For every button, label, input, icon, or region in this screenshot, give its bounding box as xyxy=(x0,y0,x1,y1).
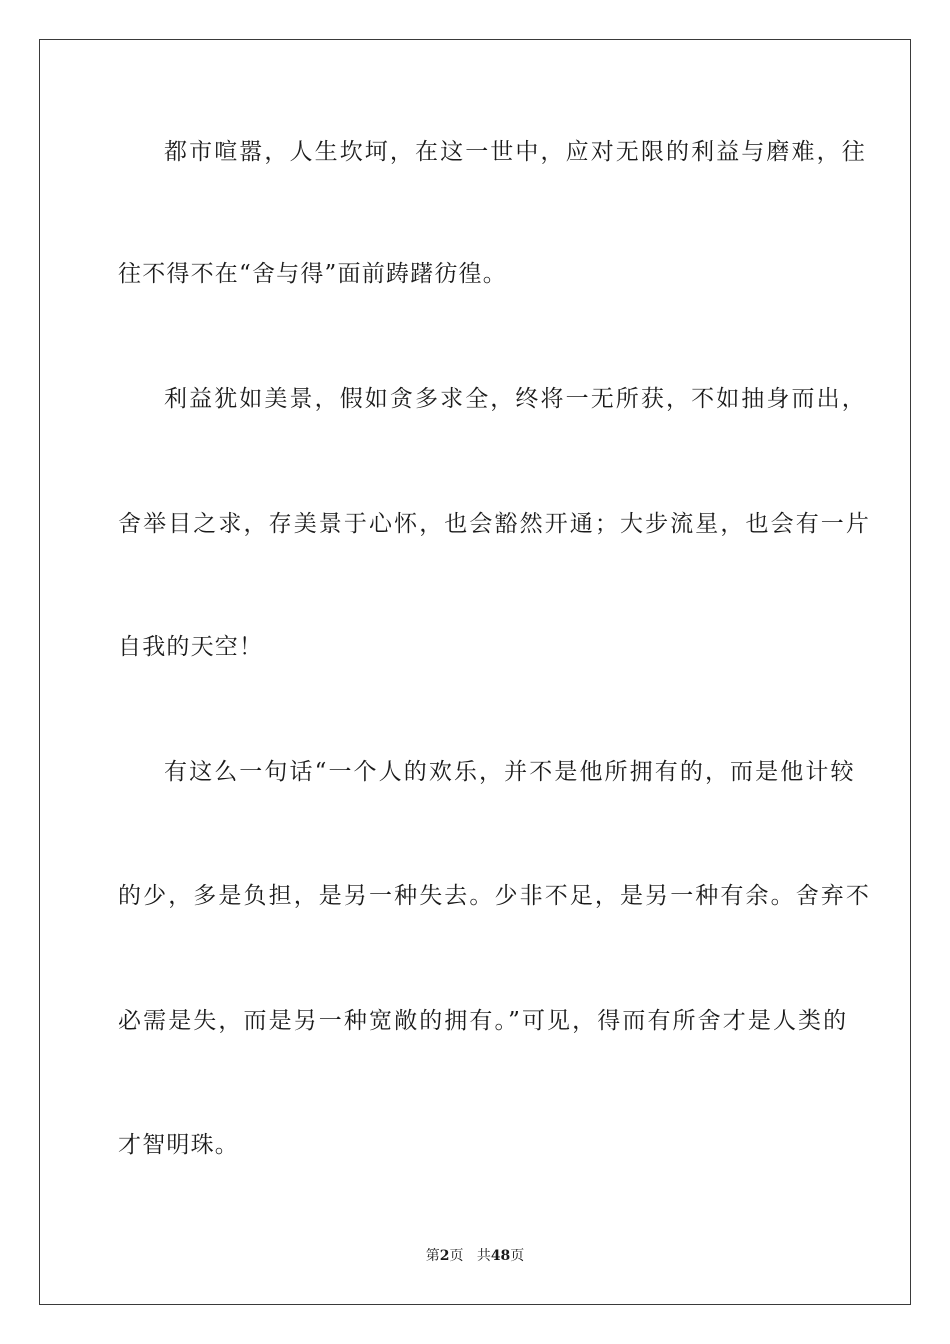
page-border xyxy=(39,39,911,1305)
paragraph-2-line-2: 舍举目之求，存美景于心怀，也会豁然开通；大步流星，也会有一片 xyxy=(118,511,871,537)
paragraph-3-line-3: 必需是失，而是另一种宽敞的拥有。”可见，得而有所舍才是人类的 xyxy=(118,1008,849,1034)
page-footer xyxy=(0,1246,950,1266)
paragraph-3-line-2: 的少，多是负担，是另一种失去。少非不足，是另一种有余。舍弃不 xyxy=(118,883,871,909)
total-pages: 48 xyxy=(490,1248,511,1264)
paragraph-3-line-4: 才智明珠。 xyxy=(118,1132,239,1158)
total-suffix: 页 xyxy=(510,1248,525,1264)
page-suffix: 页 xyxy=(449,1248,464,1264)
page-number: 2 xyxy=(439,1248,450,1264)
paragraph-2-line-1: 利益犹如美景，假如贪多求全，终将一无所获，不如抽身而出， xyxy=(164,386,867,412)
paragraph-2-line-3: 自我的天空！ xyxy=(118,634,264,660)
paragraph-3-line-1: 有这么一句话“一个人的欢乐，并不是他所拥有的，而是他计较 xyxy=(164,759,856,785)
page-prefix: 第 xyxy=(425,1248,440,1264)
total-prefix: 共 xyxy=(476,1248,491,1264)
paragraph-1-line-1: 都市喧嚣，人生坎坷，在这一世中，应对无限的利益与磨难，往 xyxy=(164,139,867,165)
paragraph-1-line-2: 往不得不在“舍与得”面前踌躇彷徨。 xyxy=(118,261,507,287)
